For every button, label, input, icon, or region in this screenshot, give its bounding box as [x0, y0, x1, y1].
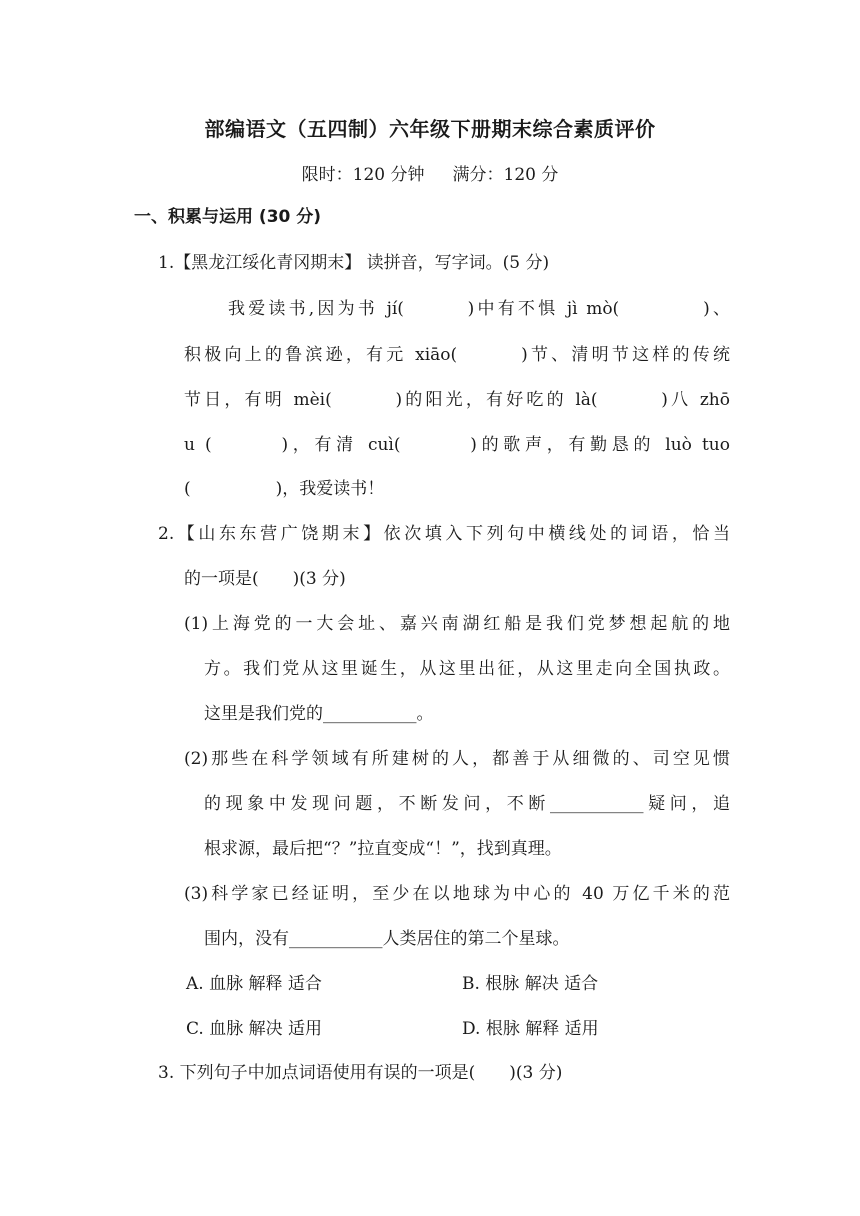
- q1-line-4: u ( )，有清 cuì( )的歌声，有勤恳的 luò tuo: [184, 435, 730, 455]
- q2-item3-line-1: (3)科学家已经证明，至少在以地球为中心的 40 万亿千米的范: [184, 884, 730, 904]
- q1-line-3: 节日，有明 mèi( )的阳光，有好吃的 là( )八 zhō: [184, 390, 730, 410]
- q2-item1-line-2: 方。我们党从这里诞生，从这里出征，从这里走向全国执政。: [204, 659, 730, 679]
- exam-title: 部编语文（五四制）六年级下册期末综合素质评价: [204, 117, 656, 141]
- q3-title: 3. 下列句子中加点词语使用有误的一项是( )(3 分): [158, 1063, 563, 1083]
- exam-meta: [0, 160, 860, 185]
- q2-item2-line-1: (2)那些在科学领域有所建树的人，都善于从细微的、司空见惯: [184, 749, 730, 769]
- q2-option-d: D. 根脉 解释 适用: [462, 1019, 599, 1039]
- q1-line-5: ( )，我爱读书！: [184, 479, 385, 499]
- q2-title-line-2: 的一项是( )(3 分): [184, 569, 346, 589]
- time-limit: 限时：120 分钟: [301, 165, 425, 185]
- q2-item3-line-2: 围内，没有___________人类居住的第二个星球。: [204, 929, 570, 949]
- q1-title: 1.【黑龙江绥化青冈期末】 读拼音，写字词。(5 分): [158, 253, 550, 273]
- q2-option-c: C. 血脉 解决 适用: [186, 1019, 323, 1039]
- q2-item1-line-1: (1)上海党的一大会址、嘉兴南湖红船是我们党梦想起航的地: [184, 614, 730, 634]
- q2-item2-line-3: 根求源，最后把“？”拉直变成“！”，找到真理。: [204, 839, 562, 859]
- full-score: 满分：120 分: [452, 165, 559, 185]
- section-heading: 一、积累与运用 (30 分): [134, 207, 322, 227]
- q2-item2-line-2: 的现象中发现问题，不断发问，不断___________疑问，追: [204, 794, 730, 814]
- q2-title-line-1: 2.【山东东营广饶期末】依次填入下列句中横线处的词语，恰当: [158, 524, 730, 544]
- q2-option-a: A. 血脉 解释 适合: [186, 974, 322, 994]
- q1-line-1: 我爱读书,因为书 jí( )中有不惧 jì mò( )、: [228, 299, 730, 319]
- q2-item1-line-3: 这里是我们党的___________。: [204, 704, 434, 724]
- q1-line-2: 积极向上的鲁滨逊，有元 xiāo( )节、清明节这样的传统: [184, 345, 730, 365]
- q2-option-b: B. 根脉 解决 适合: [462, 974, 599, 994]
